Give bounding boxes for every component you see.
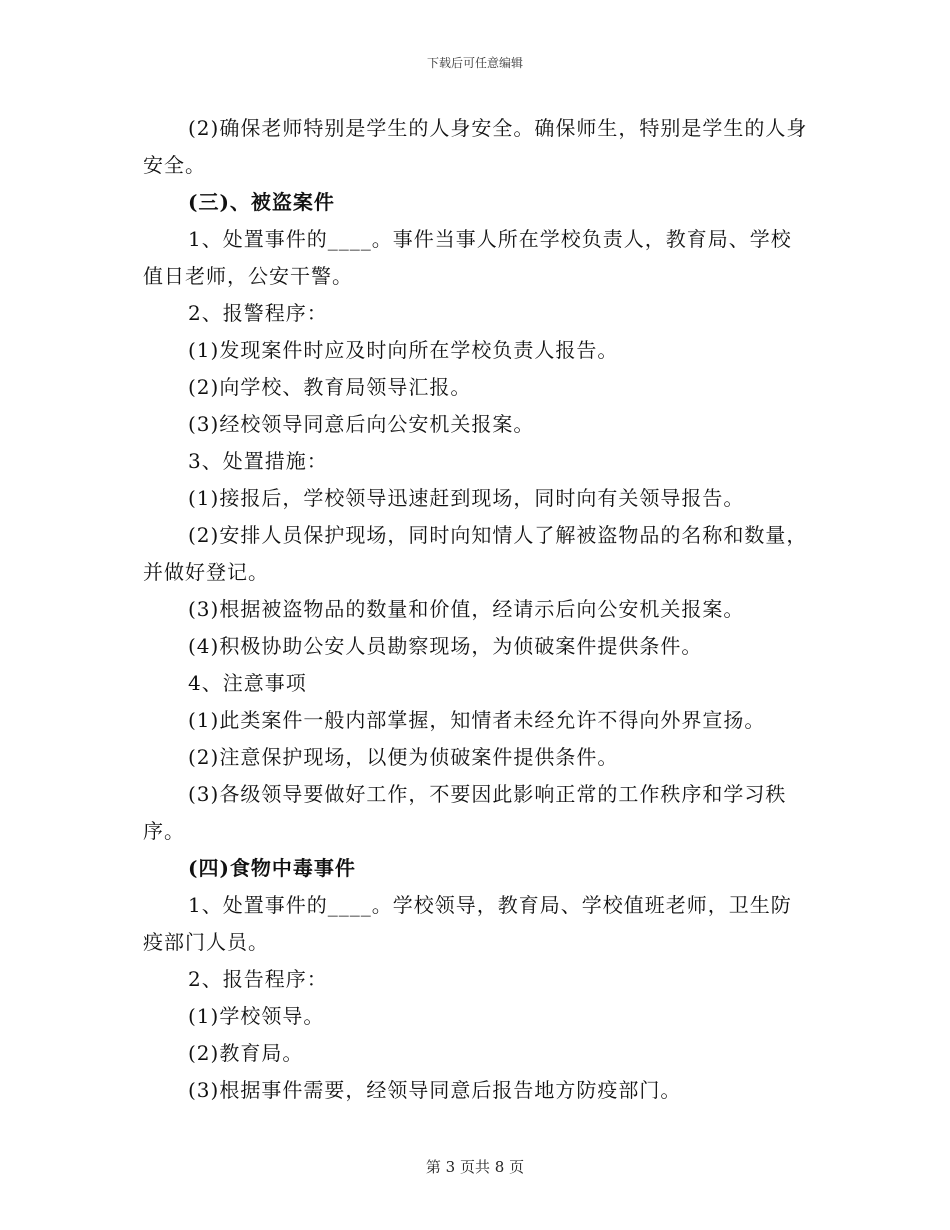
paragraph: (3)经校领导同意后向公安机关报案。 [188,412,535,436]
paragraph: (1)接报后，学校领导迅速赶到现场，同时向有关领导报告。 [188,486,745,510]
paragraph: 4、注意事项 [188,671,307,695]
paragraph: 2、报告程序： [188,967,328,991]
document-body [143,110,811,1109]
page-header: 下载后可任意编辑 [426,56,523,70]
paragraph: (2)教育局。 [188,1041,304,1065]
paragraph: (2)确保老师特别是学生的人身安全。确保师生，特别是学生的人身安全。 [143,116,808,177]
paragraph: (4)积极协助公安人员勘察现场，为侦破案件提供条件。 [188,634,703,658]
paragraph: 3、处置措施： [188,449,328,473]
paragraph: (2)注意保护现场，以便为侦破案件提供条件。 [188,745,619,769]
paragraph: (1)学校领导。 [188,1004,325,1028]
paragraph: 1、处置事件的____。学校领导，教育局、学校值班老师，卫生防疫部门人员。 [143,893,792,954]
section-heading: (三)、被盗案件 [188,190,335,214]
paragraph: 1、处置事件的____。事件当事人所在学校负责人，教育局、学校值日老师，公安干警。 [143,227,792,288]
paragraph: (3)根据事件需要，经领导同意后报告地方防疫部门。 [188,1078,682,1102]
paragraph: 2、报警程序： [188,301,328,325]
paragraph: (1)发现案件时应及时向所在学校负责人报告。 [188,338,619,362]
paragraph: (3)各级领导要做好工作，不要因此影响正常的工作秩序和学习秩序。 [143,782,787,843]
section-heading: (四)食物中毒事件 [188,856,356,880]
paragraph: (2)安排人员保护现场，同时向知情人了解被盗物品的名称和数量，并做好登记。 [143,523,808,584]
page-footer: 第 3 页共 8 页 [425,1158,525,1176]
paragraph: (1)此类案件一般内部掌握，知情者未经允许不得向外界宣扬。 [188,708,766,732]
paragraph: (3)根据被盗物品的数量和价值，经请示后向公安机关报案。 [188,597,745,621]
paragraph: (2)向学校、教育局领导汇报。 [188,375,472,399]
